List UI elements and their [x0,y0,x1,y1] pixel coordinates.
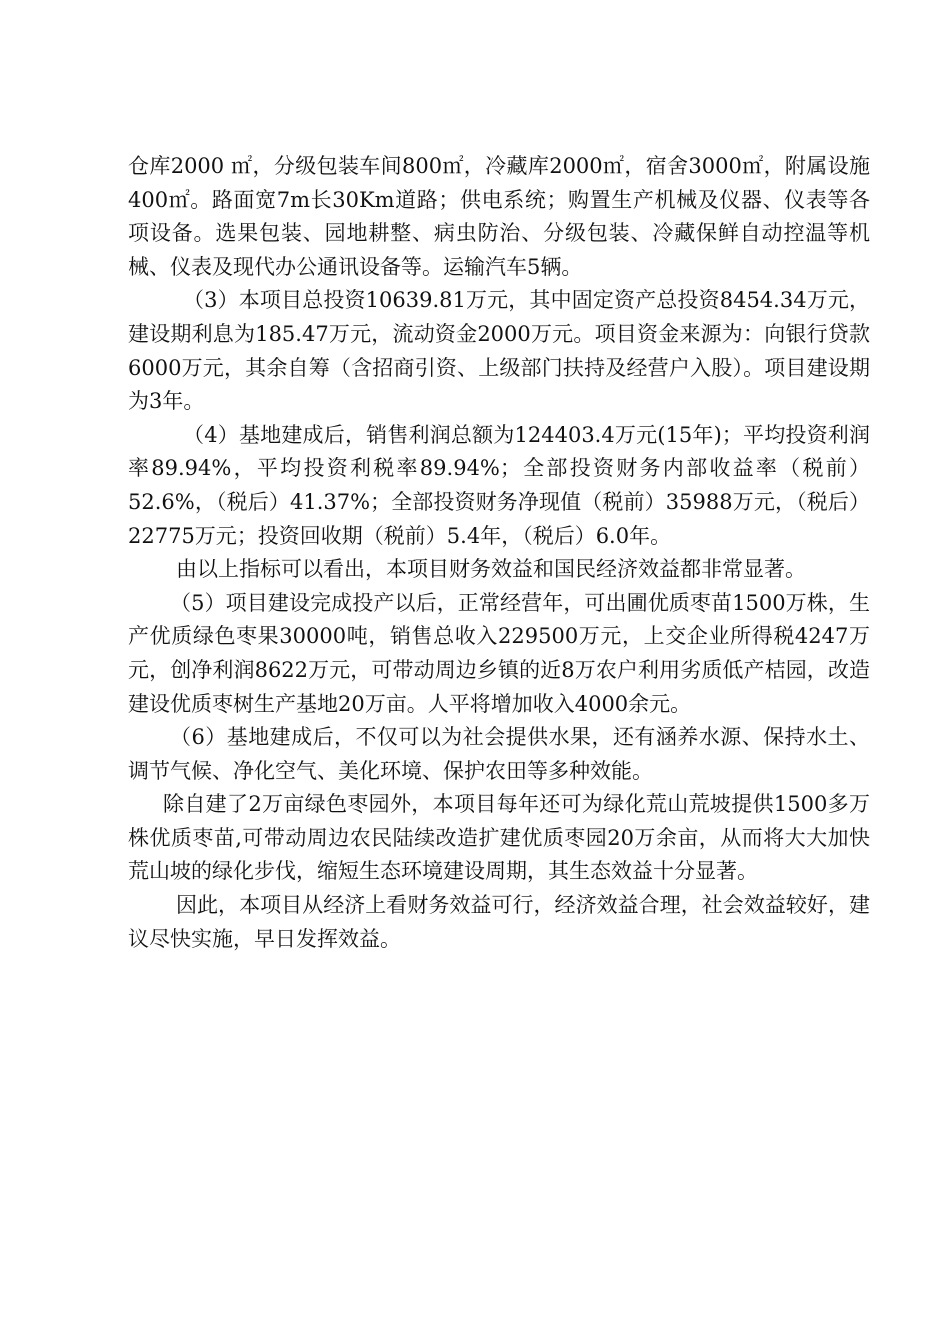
paragraph-conclusion-indicators: 由以上指标可以看出，本项目财务效益和国民经济效益都非常显著。 [176,557,806,582]
paragraph-recommendation: 因此，本项目从经济上看财务效益可行，经济效益合理，社会效益较好，建议尽快实施，早日发挥效益。 [128,893,870,951]
paragraph-investment: （3）本项目总投资10639.81万元，其中固定资产总投资8454.34万元，建设期利息为185.47万元，流动资金2000万元。项目资金来源为：向银行贷款6000万元，其余自筹（含招商引资、上级部门扶持及经营户入股）。项目建设期为3年。 [128,288,870,414]
paragraph-production-output: （5）项目建设完成投产以后，正常经营年，可出圃优质枣苗1500万株，生产优质绿色枣果30000吨，销售总收入229500万元，上交企业所得税4247万元，创净利润8622万元，可带动周边乡镇的近8万农户利用劣质低产桔园，改造建设优质枣树生产基地20万亩。人平将增加收入4000余元。 [128,590,870,716]
paragraph-ecological-benefits: 除自建了2万亩绿色枣园外，本项目每年还可为绿化荒山荒坡提供1500多万株优质枣苗,可带动周边农民陆续改造扩建优质枣园20万余亩，从而将大大加快荒山坡的绿化步伐，缩短生态环境建设周期，其生态效益十分显著。 [128,792,870,884]
paragraph-ecological-functions: （6）基地建成后，不仅可以为社会提供水果，还有涵养水源、保持水土、调节气候、净化空气、美化环境、保护农田等多种效能。 [128,725,870,783]
paragraph-profit-indicators: （4）基地建成后，销售利润总额为124403.4万元(15年)；平均投资利润率89.94%，平均投资利税率89.94%；全部投资财务内部收益率（税前）52.6%，（税后）41.37%；全部投资财务净现值（税前）35988万元，（税后）22775万元；投资回收期（税前）5.4年，（税后）6.0年。 [128,422,870,548]
document-body [128,150,870,956]
paragraph-facilities: 仓库2000 ㎡，分级包装车间800㎡，冷藏库2000㎡，宿舍3000㎡，附属设施400㎡。路面宽7m长30Km道路；供电系统；购置生产机械及仪器、仪表等各项设备。选果包装、园地耕整、病虫防治、分级包装、冷藏保鲜自动控温等机械、仪表及现代办公通讯设备等。运输汽车5辆。 [128,154,870,279]
